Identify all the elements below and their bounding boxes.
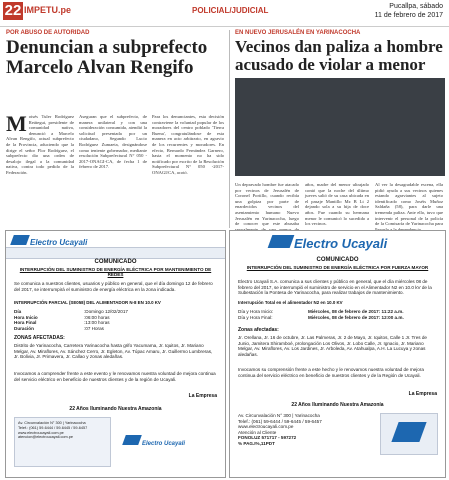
ad1-subtitle: INTERRUPCIÓN DEL SUMINISTRO DE ENERGÍA ELÉCTRICA POR MANTENIMIENTO DE REDES — [19, 267, 212, 277]
electro-ucayali-logo — [270, 235, 387, 251]
page-header — [0, 0, 449, 27]
ad2-signature: La Empresa — [408, 391, 437, 397]
story2-headline-line2: acusado de violar a menor — [235, 55, 426, 74]
story2-headline-line1: Vecinos dan paliza a hombre — [235, 37, 443, 56]
ad1-row-key: Día — [14, 309, 22, 314]
ad2-zones: Jr. Orellana, Jr. 16 de octubre, Jr. Las Palmeras, Jr. 2 de Mayo, Jr. Iquitos, Calle 1 Jr. Tres de Junio, Jamitera Shiramboé, prolongación Los Olivos, Jr. Lobo Calle, Jr. Ignacio, Jr. Mariano Melgar, Av. Miraflores, Av. Los Jardines, Jr. Arboleda, Av. Atahualpa, A.H. La Lucuya y zonas aledañas. — [238, 335, 427, 357]
ad1-row: Día :Domingo 12/02/2017 — [14, 309, 128, 314]
story1-kicker: POR ABUSO DE AUTORIDAD — [6, 30, 90, 36]
story1-headline-line1: Denuncian a subprefecto — [6, 37, 208, 58]
date: 11 de febrero de 2017 — [374, 12, 443, 19]
story1-col3: Para los denunciantes, esta decisión contraviene la voluntad popular de los moradores del centro poblado 'Tierra Buena', congratulándose de esta manera en acto arbitrario, en agravio de los recurrentes y moradores. En efecto, Bernardo Fernández Garnero, hasta el momento no ha sido notificado por escrito de la Resolución Subprefectural N° 050 -2017-ONAGI/CA, acotó. — [152, 114, 224, 175]
ad1-phone: Telef.: (061) 59-6444 / 59-6445 / 59-6457 — [18, 425, 88, 430]
ad2-email: Atención al Cliente — [238, 429, 277, 435]
ad1-row-key: Hora Final — [14, 320, 37, 326]
ad2-rpm: % PAG.I%,11PDT — [238, 440, 275, 446]
logo-text: Electro Ucayali — [294, 236, 388, 251]
page-number: 22 — [4, 2, 22, 19]
ad2-zones-label: Zonas afectadas: — [238, 327, 279, 333]
story1-col2: Aseguran que el subprefecto, de manera unilateral y con una consideración consumida, atendió la solicitud presentada por un ciudadano, Segundo Lucio Rodríguez Zumaeta, designándose como teniente gobernador, mediante resolución Subprefectural N° 050 - 2017-ONAGI-CA, de fecha 1 de febrero de 2017. — [79, 114, 147, 170]
column-divider — [229, 30, 230, 228]
story2-col2: años, madre del menor ultrajado contó que la noche del último jueves salió de su casa ubicada en el pasaje Mantillo Mz B Lt 2 dejando sola a su hija de doce años. Fue cuando su hermana menor le comunicó lo sucedido a los vecinos. — [305, 182, 369, 227]
ad2-row — [238, 315, 437, 321]
ad2-row-value: Miércoles, 08 de febrero de 2017: 12:00 a.m. — [308, 314, 404, 320]
ad1-address: Av. Circunvalación N° 300 | Yarinacocha — [18, 421, 86, 425]
ad1-note: Invocamos a comprender frente a este evento y le renovamos nuestra voluntad de mejora continua del servicio eléctrico en beneficio de nuestros clientes y de la región de Ucayali. — [14, 371, 216, 382]
logo-text: Electro Ucayali — [30, 238, 88, 247]
logo-text: Electro Ucayali — [142, 441, 186, 447]
ad2-row-key: Día y Hora Inicio: — [238, 309, 274, 314]
ad2-note: Invocamos su comprensión frente a este hecho y le renovamos nuestra voluntad de mejora continua del servicio eléctrico en beneficio de nuestros clientes y de la Región de Ucayali. — [238, 367, 424, 378]
story1-headline-line2: Marcelo Alvan Rengifo — [6, 57, 194, 78]
section-title: POLICIAL/JUDICIAL — [192, 6, 269, 15]
ad-electroucayali-2 — [229, 230, 446, 478]
bolt-icon — [268, 235, 295, 248]
ad1-web: www.electroucayali.com.pe — [18, 430, 64, 435]
ad2-web: www.electroucayali.com.pe — [238, 424, 294, 430]
brand-logo: IMPETU.pe — [24, 5, 72, 15]
ad2-schedule — [238, 309, 437, 320]
story2-col1: Un depravado hombre fue atacado por vecinos de Jerusalén de Coronel Portillo, cuando recibía una golpiza por parte de enardecidos vecinos del asentamiento humano Nuevo Jerusalén en Yarinacocha, luego de conocer que este abusaba — [235, 182, 299, 227]
ad2-address: Av. Circunvalación N° 300 | Yarinacocha — [238, 413, 320, 418]
dateline — [375, 2, 443, 20]
ad1-row-value: 06:00 horas — [85, 314, 110, 320]
ad1-band — [6, 247, 225, 259]
ad1-row-value: Domingo 12/02/2017 — [85, 309, 128, 314]
ad1-email: atencion@electroucayali.com.pe — [18, 435, 73, 440]
story2-headline — [235, 38, 445, 74]
bolt-icon — [122, 435, 142, 445]
ad2-subtitle: INTERRUPCIÓN DEL SUMINISTRO DE ENERGÍA ELÉCTRICA POR FUERZA MAYOR — [246, 265, 429, 270]
ad2-title: COMUNICADO — [316, 257, 359, 263]
story2-kicker: EN NUEVO JERUSALÉN EN YARINACOCHA — [235, 30, 361, 36]
ad2-contact — [238, 413, 368, 447]
ad1-contact-box — [14, 417, 111, 467]
ad1-row-key: Hora Inicio — [14, 314, 38, 320]
bolt-icon — [10, 235, 30, 245]
story1-col1-text: oisés Tuler Rodríguez Reátegui, presidente de comunidad nativa, denunció a Marcelo Alvan Rengifo, actual subprefecto de la Provincia, aduciendo que la dirige el señor Flor Rodríguez, el subprefecto dio una orden de desalojo ilegal a la comunidad nativa, contra todo pedido de la Federación. — [6, 114, 74, 175]
story1-headline — [6, 38, 226, 78]
ad1-interruption-label: INTERRUPCIÓN PARCIAL (SE058) DEL ALIMENTADOR N-8 EN 10.0 KV — [14, 300, 161, 305]
ad1-title: COMUNICADO — [94, 259, 137, 265]
ad1-footer-title: 22 Años Iluminando Nuestra Amazonía — [69, 406, 162, 412]
story1-col1 — [6, 111, 74, 224]
bolt-icon — [391, 422, 426, 442]
ad1-zones: Distrito de Yarinacocha, Carretera Yarinacocha hasta grifo Yacumama, Jr. Iquitos, Jr. Mariano Melgar, Av. Miraflores, Av. Sánchez Cerro, Jr. Egleton, Av. Túpac Amaru, Jr. Guillermo Lumbreras, Jr. Bolivia, Jr. Primavera, Jr. Callao y zonas aledañas. — [14, 343, 213, 360]
electro-ucayali-logo — [12, 235, 87, 247]
ad2-fonoluz: FONOLUZ 571717 - 597272 — [238, 435, 297, 441]
ad1-zones-label: ZONAS AFECTADAS: — [14, 335, 65, 341]
ad2-phone: Telef.: (061) 59-6444 / 59-6445 / 59-6457 — [238, 418, 322, 424]
ad2-footer-title: 22 Años Iluminando Nuestra Amazonía — [291, 402, 384, 408]
dropcap: M — [6, 111, 27, 136]
story2-col3: Al ver la desagradable escena, ella pidió ayuda a sus vecinos quienes estando agraviantes al sujeto identificado como Joséis Muñoz Saldaña (58), para darle una tremenda paliza. Ante ello, tuvo que intervenir el personal de la policía de la Comisaría de Yarinacocha para — [375, 182, 443, 227]
ad1-row-key: Duración — [14, 325, 34, 331]
ad2-intro: Electro Ucayali S.A. comunica a sus clientes y público en general, que el día miércoles 08 de febrero del 2017, se interrumpió el suministro de servicio en el Alimentador N2 en 10.0 kV de la Subestación la Pontesa de Yarinacocha, para realizar trabajos de mantenimiento. — [238, 279, 432, 296]
ad-electroucayali-1 — [5, 230, 226, 478]
ad1-row-value: 07 Horas — [85, 325, 104, 331]
ad1-row-value: 13:00 horas — [85, 320, 110, 326]
ad1-row: Duración :07 Horas — [14, 325, 104, 331]
ad2-row-key: Día y Hora Final: — [238, 314, 273, 320]
ad2-footer-logo-box — [380, 413, 438, 455]
ad1-row: Hora Final :13:00 horas — [14, 320, 110, 326]
ad1-signature: La Empresa — [188, 393, 217, 399]
ad1-contact — [18, 421, 107, 440]
ad1-footer-logo — [124, 435, 185, 447]
ad2-row-value: Miércoles, 08 de febrero de 2017: 11:22 a.m. — [308, 309, 404, 314]
ad1-row: Hora Inicio :06:00 horas — [14, 314, 110, 320]
story2-photo — [235, 78, 445, 176]
ad1-intro: Se comunica a nuestros clientes, usuarios y público en general, que el día domingo 12 de febrero del 2017, se interrumpirá el suministro de energía eléctrica en la zona indicada. — [14, 281, 213, 292]
ad1-schedule — [14, 309, 217, 331]
city-date: Pucallpa, sábado — [389, 3, 443, 10]
ad2-interruption-label: Interrupción Total en el alimentador N2 en 10.0 KV — [238, 300, 343, 305]
